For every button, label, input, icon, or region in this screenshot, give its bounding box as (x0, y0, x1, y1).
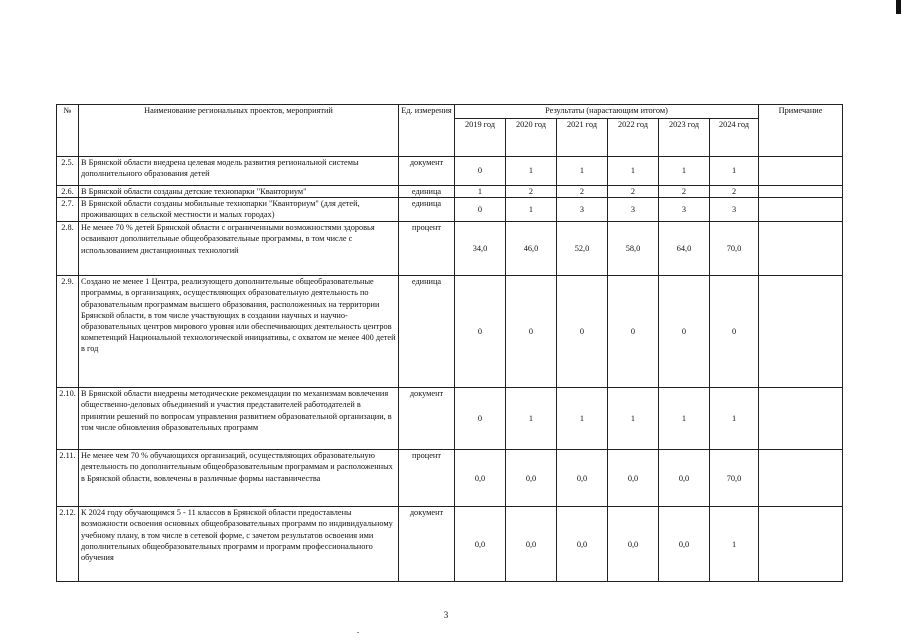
row-unit: документ (399, 388, 455, 450)
row-value: 34,0 (455, 222, 506, 276)
table-row (57, 450, 843, 507)
row-note (759, 198, 843, 222)
row-number: 2.7. (57, 198, 79, 222)
row-value: 0 (455, 198, 506, 222)
row-note (759, 186, 843, 198)
row-value: 0,0 (659, 450, 710, 507)
row-value: 1 (608, 388, 659, 450)
header-year-2024: 2024 год (710, 119, 759, 157)
header-note: Примечание (759, 105, 843, 157)
table-row (57, 276, 843, 388)
row-value: 0,0 (455, 450, 506, 507)
row-unit: единица (399, 186, 455, 198)
row-value: 0,0 (557, 450, 608, 507)
row-value: 3 (608, 198, 659, 222)
row-name: В Брянской области созданы мобильные технопарки "Кванториум" (для детей, проживающих в сельской местности и малых городах) (79, 198, 399, 222)
table-row (57, 186, 843, 198)
header-year-2021: 2021 год (557, 119, 608, 157)
row-value: 0 (506, 276, 557, 388)
row-name: К 2024 году обучающимся 5 - 11 классов в Брянской области предоставлены возможности освоения основных общеобразовательных программ по индивидуальному учебному плану, в том числе в сетевой форме, с зачетом результатов освоения ими дополнительных общеобразовательных программ и программ профессионального обучения (79, 507, 399, 582)
header-name: Наименование региональных проектов, мероприятий (79, 105, 399, 157)
row-note (759, 507, 843, 582)
row-value: 1 (557, 388, 608, 450)
row-note (759, 157, 843, 186)
row-value: 0 (455, 388, 506, 450)
row-name: В Брянской области созданы детские технопарки "Кванториум" (79, 186, 399, 198)
scan-speck (357, 632, 359, 633)
row-unit: процент (399, 222, 455, 276)
row-value: 2 (506, 186, 557, 198)
row-value: 0 (710, 276, 759, 388)
row-value: 1 (710, 507, 759, 582)
table-row (57, 198, 843, 222)
row-number: 2.10. (57, 388, 79, 450)
row-name: В Брянской области внедрена целевая модель развития региональной системы дополнительного образования детей (79, 157, 399, 186)
row-number: 2.5. (57, 157, 79, 186)
row-number: 2.12. (57, 507, 79, 582)
header-year-2023: 2023 год (659, 119, 710, 157)
table-row (57, 507, 843, 582)
header-results: Результаты (нарастающим итогом) (455, 105, 759, 119)
row-value: 0 (659, 276, 710, 388)
table-row (57, 222, 843, 276)
row-unit: документ (399, 157, 455, 186)
row-value: 1 (659, 157, 710, 186)
row-note (759, 388, 843, 450)
row-unit: документ (399, 507, 455, 582)
row-value: 1 (506, 198, 557, 222)
row-value: 0 (608, 276, 659, 388)
row-note (759, 276, 843, 388)
row-value: 52,0 (557, 222, 608, 276)
row-value: 0 (455, 157, 506, 186)
row-value: 3 (557, 198, 608, 222)
row-value: 0,0 (557, 507, 608, 582)
row-number: 2.9. (57, 276, 79, 388)
table-row (57, 157, 843, 186)
page-number: 3 (443, 610, 449, 620)
header-year-2020: 2020 год (506, 119, 557, 157)
row-value: 0,0 (608, 450, 659, 507)
row-value: 0,0 (608, 507, 659, 582)
row-value: 1 (557, 157, 608, 186)
row-note (759, 450, 843, 507)
row-value: 0 (557, 276, 608, 388)
row-value: 0,0 (659, 507, 710, 582)
row-value: 58,0 (608, 222, 659, 276)
row-value: 70,0 (710, 450, 759, 507)
header-year-2019: 2019 год (455, 119, 506, 157)
row-value: 70,0 (710, 222, 759, 276)
row-value: 1 (506, 388, 557, 450)
row-value: 3 (659, 198, 710, 222)
row-value: 46,0 (506, 222, 557, 276)
row-unit: единица (399, 198, 455, 222)
row-name: В Брянской области внедрены методические рекомендации по механизмам вовлечения общественно-деловых объединений и участия представителей работодателей в принятии решений по вопросам управления развитием образовательной организации, в том числе обновления образовательных программ (79, 388, 399, 450)
header-year-2022: 2022 год (608, 119, 659, 157)
row-number: 2.11. (57, 450, 79, 507)
row-value: 0,0 (506, 450, 557, 507)
header-num: № (57, 105, 79, 157)
row-value: 0 (455, 276, 506, 388)
row-number: 2.6. (57, 186, 79, 198)
row-value: 1 (659, 388, 710, 450)
scan-edge-mark (896, 0, 901, 14)
row-value: 1 (455, 186, 506, 198)
row-name: Не менее 70 % детей Брянской области с ограниченными возможностями здоровья осваивают дополнительные общеобразовательные программы, в том числе с использованием дистанционных технологий (79, 222, 399, 276)
row-value: 0,0 (506, 507, 557, 582)
row-name: Создано не менее 1 Центра, реализующего дополнительные общеобразовательные программы, в организациях, осуществляющих образовательную деятельность по образовательным программам высшего образования, расположенных на территории Брянской области, в том числе участвующих в создании научных и научно-образовательных центров мирового уровня или обеспечивающих деятельность центров компетенций Национальной технологической инициативы, с охватом не менее 400 детей в год (79, 276, 399, 388)
row-value: 2 (557, 186, 608, 198)
row-unit: процент (399, 450, 455, 507)
row-value: 2 (659, 186, 710, 198)
row-value: 1 (710, 388, 759, 450)
row-value: 64,0 (659, 222, 710, 276)
row-value: 2 (710, 186, 759, 198)
header-unit: Ед. измерения (399, 105, 455, 157)
row-number: 2.8. (57, 222, 79, 276)
results-table (56, 104, 843, 582)
row-name: Не менее чем 70 % обучающихся организаций, осуществляющих образовательную деятельность по дополнительным общеобразовательным программам и расположенных в Брянской области, вовлечены в различные формы наставничества (79, 450, 399, 507)
row-unit: единица (399, 276, 455, 388)
row-value: 1 (608, 157, 659, 186)
row-value: 0,0 (455, 507, 506, 582)
row-value: 1 (506, 157, 557, 186)
row-value: 2 (608, 186, 659, 198)
row-note (759, 222, 843, 276)
row-value: 3 (710, 198, 759, 222)
row-value: 1 (710, 157, 759, 186)
table-row (57, 388, 843, 450)
